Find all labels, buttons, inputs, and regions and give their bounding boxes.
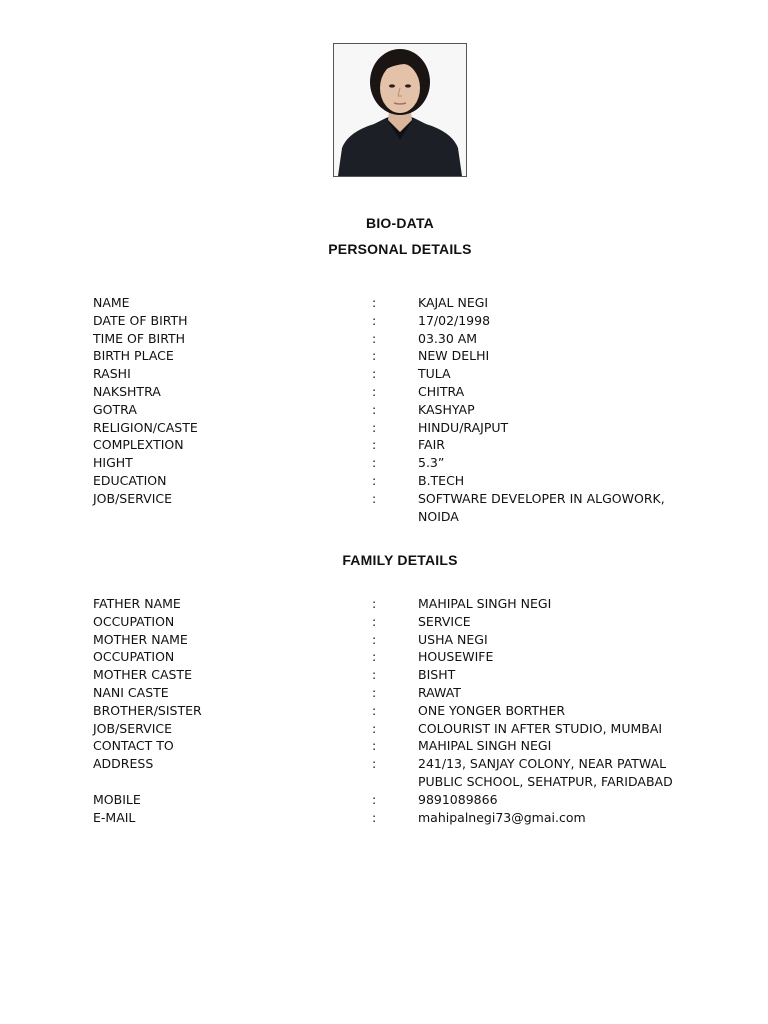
detail-row bbox=[93, 347, 693, 365]
detail-value: B.TECH bbox=[418, 472, 465, 488]
detail-label: OCCUPATION bbox=[93, 613, 175, 629]
detail-separator: : bbox=[372, 401, 377, 417]
detail-label: HIGHT bbox=[93, 455, 133, 471]
detail-value: 5.3” bbox=[418, 455, 445, 471]
family-details-list bbox=[93, 595, 693, 826]
detail-label: CONTACT TO bbox=[93, 738, 174, 754]
detail-separator: : bbox=[372, 366, 377, 382]
detail-separator: : bbox=[372, 490, 377, 506]
detail-row bbox=[93, 702, 693, 720]
detail-label: EDUCATION bbox=[93, 472, 167, 488]
detail-separator: : bbox=[372, 455, 377, 471]
detail-label: E-MAIL bbox=[93, 809, 136, 825]
detail-value: MAHIPAL SINGH NEGI bbox=[418, 738, 552, 754]
detail-value: USHA NEGI bbox=[418, 631, 488, 647]
detail-value: 17/02/1998 bbox=[418, 312, 491, 328]
detail-separator: : bbox=[372, 720, 377, 736]
detail-row bbox=[93, 401, 693, 419]
detail-separator: : bbox=[372, 756, 377, 772]
detail-label: TIME OF BIRTH bbox=[93, 330, 186, 346]
detail-row bbox=[93, 312, 693, 330]
detail-label: JOB/SERVICE bbox=[93, 720, 173, 736]
detail-row bbox=[93, 684, 693, 702]
detail-separator: : bbox=[372, 295, 377, 310]
detail-label: RELIGION/CASTE bbox=[93, 419, 198, 435]
detail-label: MOBILE bbox=[93, 791, 141, 807]
detail-separator: : bbox=[372, 330, 377, 346]
detail-value: HOUSEWIFE bbox=[418, 649, 494, 665]
detail-label: BROTHER/SISTER bbox=[93, 702, 202, 718]
detail-separator: : bbox=[372, 649, 377, 665]
detail-separator: : bbox=[372, 312, 377, 328]
detail-row bbox=[93, 666, 693, 684]
detail-row bbox=[93, 490, 693, 526]
detail-value: FAIR bbox=[418, 437, 445, 453]
detail-value: SOFTWARE DEVELOPER IN ALGOWORK, NOIDA bbox=[418, 490, 665, 524]
detail-value: TULA bbox=[418, 366, 451, 382]
detail-row bbox=[93, 631, 693, 649]
detail-row bbox=[93, 648, 693, 666]
detail-label: FATHER NAME bbox=[93, 596, 181, 611]
detail-label: OCCUPATION bbox=[93, 649, 175, 665]
detail-row bbox=[93, 436, 693, 454]
detail-row bbox=[93, 791, 693, 809]
detail-value: 03.30 AM bbox=[418, 330, 478, 346]
detail-row bbox=[93, 365, 693, 383]
detail-separator: : bbox=[372, 383, 377, 399]
detail-row bbox=[93, 755, 693, 791]
detail-label: NAME bbox=[93, 295, 130, 310]
profile-photo bbox=[333, 43, 467, 177]
detail-label: NANI CASTE bbox=[93, 684, 169, 700]
detail-label: MOTHER CASTE bbox=[93, 667, 192, 683]
detail-value: ONE YONGER BORTHER bbox=[418, 702, 566, 718]
detail-row bbox=[93, 383, 693, 401]
detail-row bbox=[93, 809, 693, 827]
personal-details-list bbox=[93, 294, 693, 525]
detail-separator: : bbox=[372, 684, 377, 700]
detail-row bbox=[93, 595, 693, 613]
detail-value: COLOURIST IN AFTER STUDIO, MUMBAI bbox=[418, 720, 663, 736]
detail-separator: : bbox=[372, 738, 377, 754]
detail-separator: : bbox=[372, 437, 377, 453]
detail-separator: : bbox=[372, 419, 377, 435]
detail-label: JOB/SERVICE bbox=[93, 490, 173, 506]
detail-label: NAKSHTRA bbox=[93, 383, 161, 399]
detail-value: BISHT bbox=[418, 667, 456, 683]
detail-separator: : bbox=[372, 613, 377, 629]
detail-row bbox=[93, 330, 693, 348]
detail-separator: : bbox=[372, 348, 377, 364]
detail-row bbox=[93, 472, 693, 490]
family-details-heading: FAMILY DETAILS bbox=[342, 552, 458, 568]
detail-value: HINDU/RAJPUT bbox=[418, 419, 509, 435]
detail-label: COMPLEXTION bbox=[93, 437, 184, 453]
detail-label: MOTHER NAME bbox=[93, 631, 188, 647]
detail-separator: : bbox=[372, 809, 377, 825]
detail-separator: : bbox=[372, 596, 377, 611]
detail-label: ADDRESS bbox=[93, 756, 154, 772]
detail-label: GOTRA bbox=[93, 401, 137, 417]
detail-value: KASHYAP bbox=[418, 401, 475, 417]
detail-row bbox=[93, 419, 693, 437]
detail-value: RAWAT bbox=[418, 684, 461, 700]
personal-details-heading: PERSONAL DETAILS bbox=[328, 241, 472, 257]
detail-row bbox=[93, 737, 693, 755]
detail-separator: : bbox=[372, 667, 377, 683]
detail-row bbox=[93, 454, 693, 472]
detail-separator: : bbox=[372, 791, 377, 807]
detail-value: KAJAL NEGI bbox=[418, 295, 489, 310]
detail-label: RASHI bbox=[93, 366, 131, 382]
detail-value: NEW DELHI bbox=[418, 348, 490, 364]
detail-row bbox=[93, 720, 693, 738]
detail-row bbox=[93, 613, 693, 631]
detail-separator: : bbox=[372, 631, 377, 647]
detail-label: DATE OF BIRTH bbox=[93, 312, 188, 328]
detail-separator: : bbox=[372, 702, 377, 718]
detail-value: mahipalnegi73@gmai.com bbox=[418, 809, 586, 825]
detail-separator: : bbox=[372, 472, 377, 488]
bio-data-title: BIO-DATA bbox=[366, 215, 434, 231]
detail-value: CHITRA bbox=[418, 383, 465, 399]
detail-row bbox=[93, 294, 693, 312]
detail-value: 241/13, SANJAY COLONY, NEAR PATWAL PUBLIC SCHOOL, SEHATPUR, FARIDABAD bbox=[418, 756, 673, 789]
detail-label: BIRTH PLACE bbox=[93, 348, 174, 364]
detail-value: SERVICE bbox=[418, 613, 471, 629]
detail-value: MAHIPAL SINGH NEGI bbox=[418, 596, 552, 611]
detail-value: 9891089866 bbox=[418, 791, 498, 807]
